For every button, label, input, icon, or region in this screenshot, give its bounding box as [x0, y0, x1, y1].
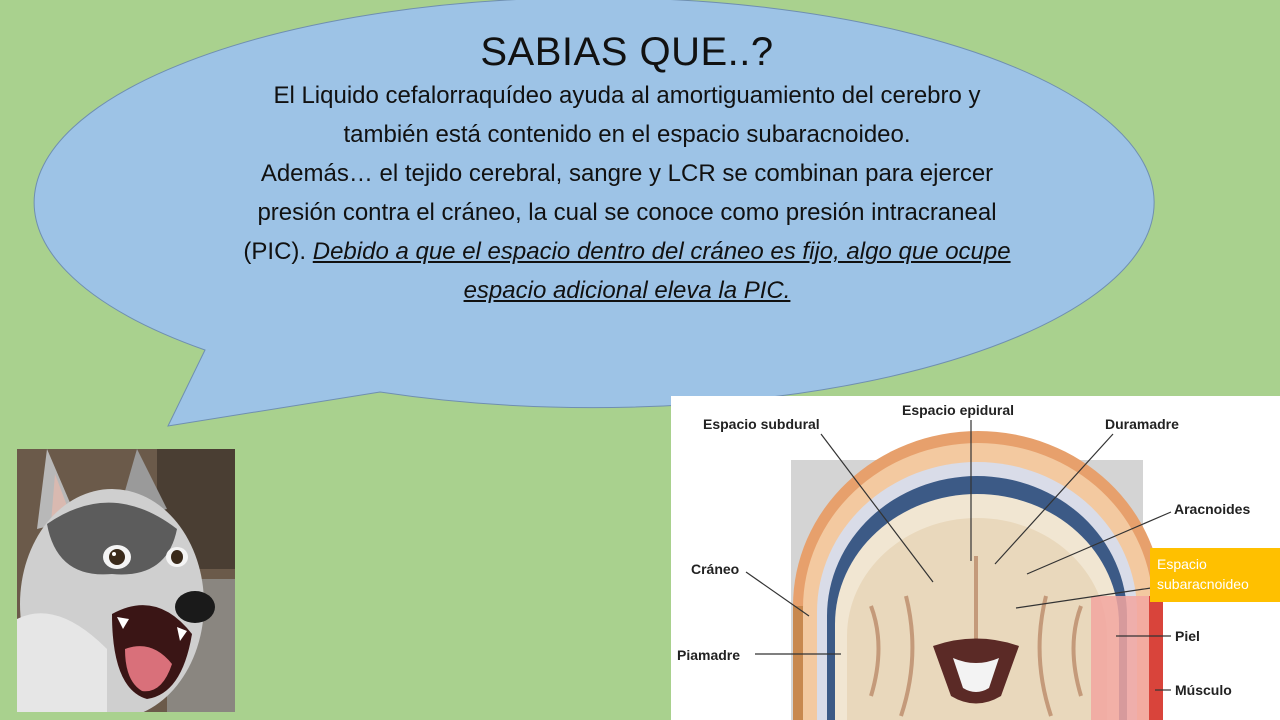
- pic-emphasis: Debido a que el espacio dentro del cráneo es fijo, algo que ocupe espacio adicional eleva la PIC.: [312, 238, 1011, 304]
- label-espacio-epidural: Espacio epidural: [902, 402, 1015, 418]
- label-piel: Piel: [1175, 628, 1200, 644]
- label-craneo: Cráneo: [691, 561, 740, 577]
- label-musculo: Músculo: [1175, 682, 1232, 698]
- label-espacio-subdural: Espacio subdural: [703, 416, 820, 432]
- bubble-text: [232, 28, 1022, 310]
- paragraph-pic: [232, 154, 1022, 310]
- label-duramadre: Duramadre: [1105, 416, 1179, 432]
- pic-explanation: Además… el tejido cerebral, sangre y LCR se combinan para ejercer presión contra el cráneo, la cual se conoce como presión intracraneal (PIC).: [243, 160, 997, 265]
- label-espacio-subaracnoideo: Espacio subaracnoideo: [1150, 548, 1280, 602]
- slide-title: SABIAS QUE..?: [480, 30, 774, 74]
- paragraph-csf: El Liquido cefalorraquídeo ayuda al amortiguamiento del cerebro y también está contenido en el espacio subaracnoideo.: [273, 82, 981, 148]
- label-piamadre: Piamadre: [677, 647, 741, 663]
- label-aracnoides: Aracnoides: [1174, 501, 1251, 517]
- meninges-diagram: [671, 396, 1280, 720]
- husky-photo: [17, 449, 235, 712]
